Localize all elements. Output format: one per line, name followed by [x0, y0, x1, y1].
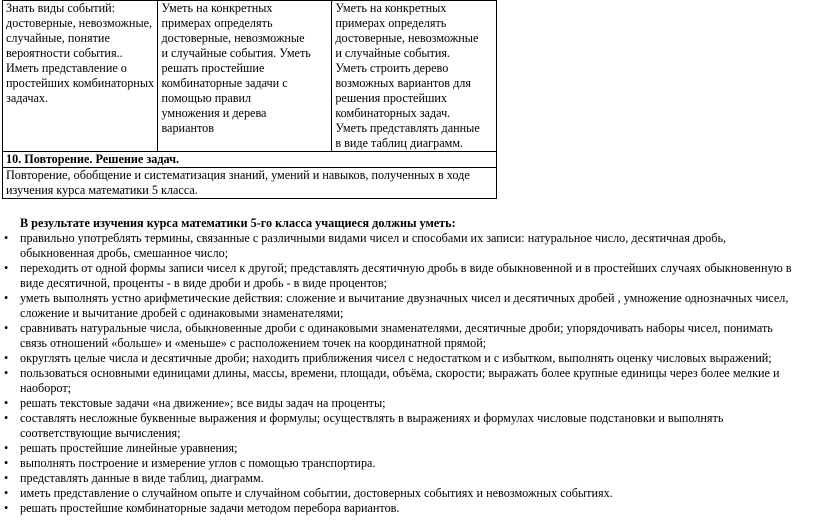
table-row	[3, 168, 497, 199]
text-line: уметь выполнять устно арифметические действия: сложение и вычитание двузначных чисел и десятичных дробей , умножение однозначных чисел,	[20, 291, 789, 305]
list-item	[0, 366, 812, 396]
bullet-icon: •	[4, 396, 9, 410]
bullet-icon: •	[4, 471, 9, 485]
table-row	[3, 1, 497, 152]
text-line: и случайные события. Уметь	[161, 46, 311, 60]
text-line: возможных вариантов для	[335, 76, 471, 90]
text-line: умножения и дерева	[161, 106, 267, 120]
text-line: Уметь на конкретных	[161, 1, 273, 15]
text-line: решать простейшие	[161, 61, 265, 75]
text-line: решения простейших	[335, 91, 447, 105]
text-line: Уметь на конкретных	[335, 1, 447, 15]
list-item	[0, 351, 812, 366]
text-line: решать текстовые задачи «на движение»; все виды задач на проценты;	[20, 396, 386, 410]
text-line: обыкновенная дробь, смешанное число;	[20, 246, 229, 260]
text-line: сравнивать натуральные числа, обыкновенные дроби с одинаковыми знаменателями, десятичные дроби; упорядочивать наборы чисел, понимать	[20, 321, 773, 335]
text-line: Повторение, обобщение и систематизация знаний, умений и навыков, полученных в ходе	[6, 168, 470, 182]
section-description	[3, 168, 497, 199]
list-item	[0, 501, 812, 516]
text-line: виде десятичной, проценты - в виде дроби и дробь - в виде процентов;	[20, 276, 387, 290]
bullet-icon: •	[4, 366, 9, 380]
text-line: Иметь представление о	[6, 61, 127, 75]
bullet-icon: •	[4, 441, 9, 455]
list-item	[0, 396, 812, 411]
text-line: представлять данные в виде таблиц, диаграмм.	[20, 471, 264, 485]
results-heading: В результате изучения курса математики 5-го класса учащиеся должны уметь:	[20, 216, 456, 230]
text-line: Знать виды событий:	[6, 1, 116, 15]
text-line: Уметь строить дерево	[335, 61, 449, 75]
results-list	[0, 231, 812, 516]
bullet-icon: •	[4, 231, 9, 245]
curriculum-table	[2, 0, 497, 199]
text-line: достоверные, невозможные	[161, 31, 305, 45]
text-line: изучения курса математики 5 класса.	[6, 183, 198, 197]
list-item	[0, 261, 812, 291]
text-line: случайные, понятие	[6, 31, 110, 45]
text-line: примерах определять	[161, 16, 273, 30]
text-line: комбинаторные задачи с	[161, 76, 288, 90]
text-line: составлять несложные буквенные выражения и формулы; осуществлять в выражениях и формулах числовые подстановки и выполнять	[20, 411, 724, 425]
text-line: правильно употреблять термины, связанные с различными видами чисел и способами их записи: натуральное число, десятичная дробь,	[20, 231, 727, 245]
text-line: соответствующие вычисления;	[20, 426, 181, 440]
bullet-icon: •	[4, 456, 9, 470]
list-item	[0, 456, 812, 471]
text-line: сложение и вычитание дробей с одинаковыми знаменателями;	[20, 306, 344, 320]
section-title: 10. Повторение. Решение задач.	[3, 152, 497, 168]
bullet-icon: •	[4, 501, 9, 515]
bullet-icon: •	[4, 291, 9, 305]
text-line: вариантов	[161, 121, 215, 135]
bullet-icon: •	[4, 261, 9, 275]
bullet-icon: •	[4, 486, 9, 500]
results-section	[0, 216, 812, 516]
list-item	[0, 411, 812, 441]
text-line: Уметь представлять данные	[335, 121, 480, 135]
bullet-icon: •	[4, 321, 9, 335]
list-item	[0, 486, 812, 501]
text-line: помощью правил	[161, 91, 252, 105]
text-line: комбинаторных задач.	[335, 106, 451, 120]
bullet-icon: •	[4, 411, 9, 425]
bullet-icon: •	[4, 351, 9, 365]
list-item	[0, 291, 812, 321]
text-line: в виде таблиц диаграмм.	[335, 136, 464, 150]
text-line: и случайные события.	[335, 46, 451, 60]
text-line: достоверные, невозможные	[335, 31, 479, 45]
text-line: округлять целые числа и десятичные дроби; находить приближения чисел с недостатком и с избытком, выполнять оценку числовых выражений;	[20, 351, 772, 365]
text-line: иметь представление о случайном опыте и случайном событии, достоверных событиях и невозможных событиях.	[20, 486, 613, 500]
text-line: примерах определять	[335, 16, 447, 30]
text-line: переходить от одной формы записи чисел к другой; представлять десятичную дробь в виде обыкновенной и в простейших случаях обыкновенную в	[20, 261, 792, 275]
table-row	[3, 152, 497, 168]
list-item	[0, 441, 812, 456]
list-item	[0, 231, 812, 261]
knowledge-cell	[3, 1, 158, 152]
text-line: решать простейшие линейные уравнения;	[20, 441, 238, 455]
text-line: выполнять построение и измерение углов с помощью транспортира.	[20, 456, 376, 470]
text-line: простейших комбинаторных	[6, 76, 155, 90]
text-line: задачах.	[6, 91, 49, 105]
text-line: решать простейшие комбинаторные задачи методом перебора вариантов.	[20, 501, 400, 515]
list-item	[0, 471, 812, 486]
text-line: наоборот;	[20, 381, 72, 395]
skills-extended-cell	[332, 1, 497, 152]
text-line: пользоваться основными единицами длины, массы, времени, площади, объёма, скорости; выражать более крупные единицы через более мелкие и	[20, 366, 780, 380]
text-line: вероятности события..	[6, 46, 123, 60]
text-line: связь отношений «больше» и «меньше» с расположением точек на координатной прямой;	[20, 336, 487, 350]
text-line: достоверные, невозможные,	[6, 16, 153, 30]
list-item	[0, 321, 812, 351]
skills-cell	[158, 1, 332, 152]
